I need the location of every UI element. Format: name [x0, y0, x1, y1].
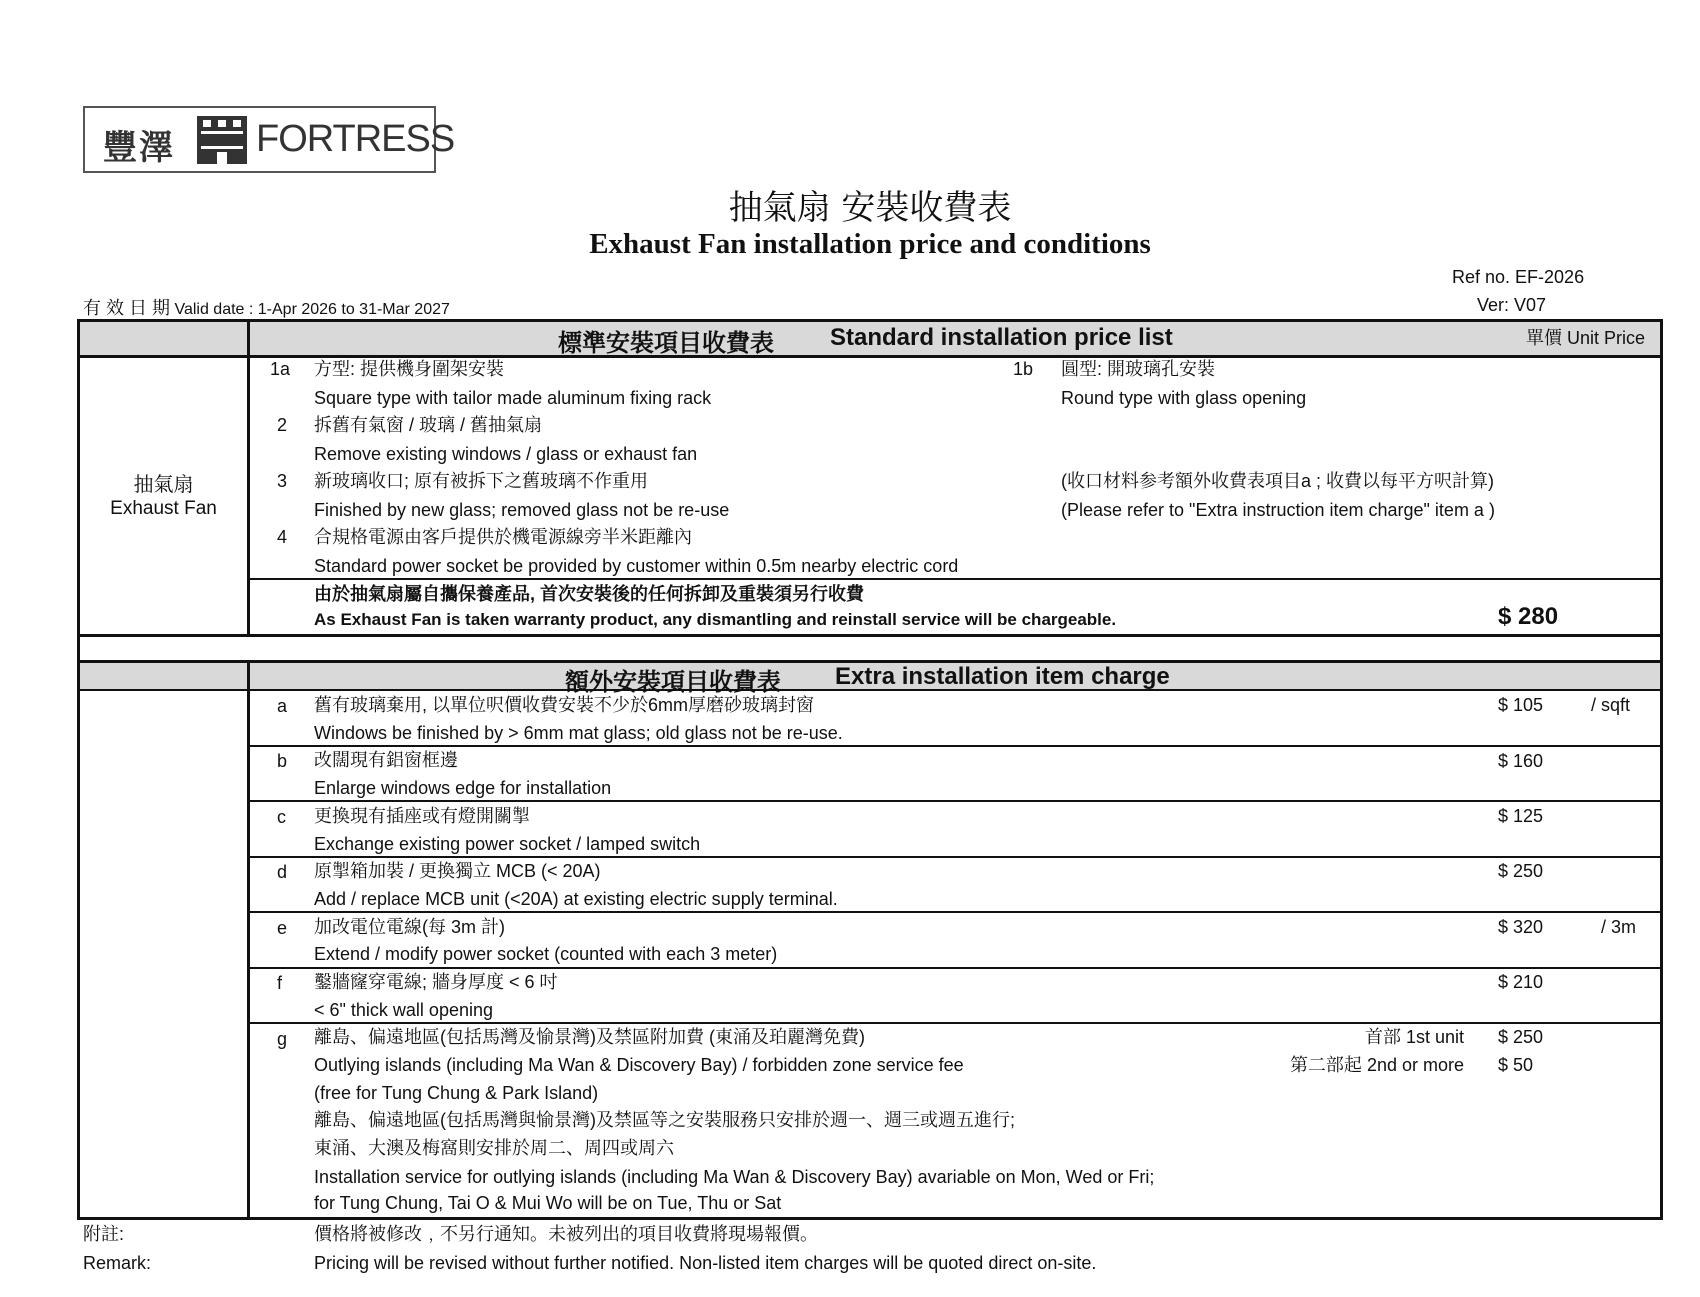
divider — [250, 967, 1663, 969]
standard-header-cn: 標準安裝項目收費表 — [558, 330, 774, 357]
item-description-en: Square type with tailor made aluminum fixing rack — [314, 388, 712, 408]
extra-item-en: Outlying islands (including Ma Wan & Discovery Bay) / forbidden zone service fee — [314, 1055, 964, 1075]
extra-item-en: Add / replace MCB unit (<20A) at existing electric supply terminal. — [314, 889, 838, 909]
item-description-cn: 方型: 提供機身圍架安裝 — [314, 359, 505, 379]
second-unit-price: $ 50 — [1498, 1055, 1534, 1075]
item-description-cn: 新玻璃收口; 原有被拆下之舊玻璃不作重用 — [314, 471, 649, 491]
item-description-en: Finished by new glass; removed glass not be re-use — [314, 500, 730, 520]
second-unit-label: 第二部起 2nd or more — [1289, 1055, 1464, 1075]
remark-label-cn: 附註: — [83, 1224, 125, 1244]
extra-item-unit: / sqft — [1591, 695, 1631, 715]
extra-item-price: $ 320 — [1498, 917, 1544, 937]
extra-item-cn: 離島、偏遠地區(包括馬灣及愉景灣)及禁區附加費 (東涌及珀麗灣免費) — [314, 1027, 865, 1047]
valid-date-text: Valid date : 1-Apr 2026 to 31-Mar 2027 — [174, 301, 450, 318]
page-title-english: Exhaust Fan installation price and conditions — [589, 228, 1151, 260]
extra-item-price: $ 210 — [1498, 972, 1544, 992]
fortress-logo — [83, 106, 455, 173]
extra-item-en: (free for Tung Chung & Park Island) — [314, 1083, 599, 1103]
item-letter: b — [277, 751, 288, 771]
item-number: 1a — [270, 359, 291, 379]
reference-number: Ref no. EF-2026 — [1452, 267, 1585, 287]
remark-label-en: Remark: — [83, 1253, 152, 1273]
first-unit-price: $ 250 — [1498, 1027, 1544, 1047]
table-border-top — [77, 319, 1663, 322]
extra-item-cn: 離島、偏遠地區(包括馬灣與愉景灣)及禁區等之安裝服務只安排於週一、週三或週五進行; — [314, 1110, 1015, 1130]
extra-item-en: Windows be finished by > 6mm mat glass; old glass not be re-use. — [314, 723, 843, 743]
item-description-en: Round type with glass opening — [1061, 388, 1307, 408]
warranty-note-en: As Exhaust Fan is taken warranty product, any dismantling and reinstall service will be chargeable. — [314, 610, 1117, 629]
remark-text-cn: 價格將被修改﹐不另行通知。未被列出的項目收費將現場報價。 — [314, 1224, 818, 1244]
item-description-cn: 圓型: 開玻璃孔安裝 — [1061, 359, 1216, 379]
page-title-chinese: 抽氣扇 安裝收費表 — [728, 188, 1012, 228]
item-letter: f — [277, 973, 283, 993]
item-letter: e — [277, 918, 288, 938]
item-letter: d — [277, 862, 288, 882]
divider — [250, 578, 1663, 580]
unit-price-header: 單價 Unit Price — [1526, 328, 1646, 348]
extra-item-price: $ 105 — [1498, 695, 1544, 715]
extra-item-en: < 6" thick wall opening — [314, 1000, 493, 1020]
remark-text-en: Pricing will be revised without further notified. Non-listed item charges will be quoted direct on-site. — [314, 1253, 1097, 1273]
standard-price: $ 280 — [1498, 603, 1559, 630]
castle-tower-icon — [197, 116, 247, 164]
table-border-bottom — [77, 1217, 1663, 1220]
item-number: 4 — [277, 527, 288, 547]
item-number: 2 — [277, 415, 288, 435]
item-letter: g — [277, 1029, 288, 1049]
logo-english-text: FORTRESS — [256, 118, 455, 160]
extra-header-cn: 額外安裝項目收費表 — [565, 669, 781, 696]
first-unit-label: 首部 1st unit — [1364, 1027, 1464, 1047]
extra-item-en: for Tung Chung, Tai O & Mui Wo will be on Tue, Thu or Sat — [314, 1193, 782, 1213]
category-cn: 抽氣扇 — [133, 474, 194, 496]
extra-item-en: Extend / modify power socket (counted with each 3 meter) — [314, 944, 778, 964]
warranty-note-cn: 由於抽氣扇屬自攜保養產品, 首次安裝後的任何拆卸及重裝須另行收費 — [314, 584, 864, 604]
extra-item-price: $ 160 — [1498, 751, 1544, 771]
divider — [250, 745, 1663, 747]
valid-date-label-cn: 有 效 日 期 — [83, 298, 171, 318]
item-description-en: Remove existing windows / glass or exhaust fan — [314, 444, 698, 464]
item-letter: c — [277, 807, 286, 827]
extra-item-cn: 加改電位電線(每 3m 計) — [314, 917, 505, 937]
column-divider — [247, 319, 250, 637]
item-description-cn: 拆舊有氣窗 / 玻璃 / 舊抽氣扇 — [314, 415, 543, 435]
extra-item-en: Installation service for outlying islands (including Ma Wan & Discovery Bay) avariable on Mon, Wed or Fri; — [314, 1167, 1155, 1187]
extra-item-price: $ 125 — [1498, 806, 1544, 826]
item-number: 3 — [277, 471, 288, 491]
standard-header-en: Standard installation price list — [830, 324, 1173, 351]
divider — [250, 911, 1663, 913]
extra-item-cn: 原掣箱加裝 / 更換獨立 MCB (< 20A) — [314, 861, 601, 881]
extra-header-en: Extra installation item charge — [835, 663, 1170, 690]
divider — [77, 634, 1663, 637]
extra-item-price: $ 250 — [1498, 861, 1544, 881]
item-note-cn: (收口材料参考額外收費表項目a ; 收費以每平方呎計算) — [1061, 471, 1494, 491]
item-description-cn: 合規格電源由客戶提供於機電源線旁半米距離內 — [314, 527, 692, 547]
extra-item-cn: 更換現有插座或有燈開關掣 — [314, 806, 530, 826]
column-divider — [247, 660, 250, 1220]
item-number: 1b — [1013, 359, 1034, 379]
extra-item-cn: 舊有玻璃棄用, 以單位呎價收費安裝不少於6mm厚磨砂玻璃封窗 — [314, 695, 814, 715]
extra-item-cn: 改闊現有鋁窗框邊 — [314, 750, 458, 770]
extra-item-cn: 鑿牆窿穿電線; 牆身厚度 < 6 吋 — [314, 972, 558, 992]
divider — [250, 1022, 1663, 1024]
extra-item-en: Enlarge windows edge for installation — [314, 778, 612, 798]
item-description-en: Standard power socket be provided by customer within 0.5m nearby electric cord — [314, 556, 959, 576]
divider — [250, 856, 1663, 858]
extra-item-cn: 東涌、大澳及梅窩則安排於周二、周四或周六 — [314, 1138, 674, 1158]
divider — [250, 800, 1663, 802]
item-letter: a — [277, 696, 288, 716]
table-border-left — [77, 319, 80, 1220]
category-en: Exhaust Fan — [110, 498, 217, 519]
extra-item-en: Exchange existing power socket / lamped switch — [314, 834, 701, 854]
table-border-right — [1660, 319, 1663, 1220]
version-number: Ver: V07 — [1477, 295, 1547, 315]
valid-date — [83, 294, 450, 320]
extra-item-unit: / 3m — [1601, 917, 1637, 937]
item-note-en: (Please refer to "Extra instruction item charge" item a ) — [1061, 500, 1495, 520]
logo-chinese-text: 豐澤 — [103, 128, 175, 168]
